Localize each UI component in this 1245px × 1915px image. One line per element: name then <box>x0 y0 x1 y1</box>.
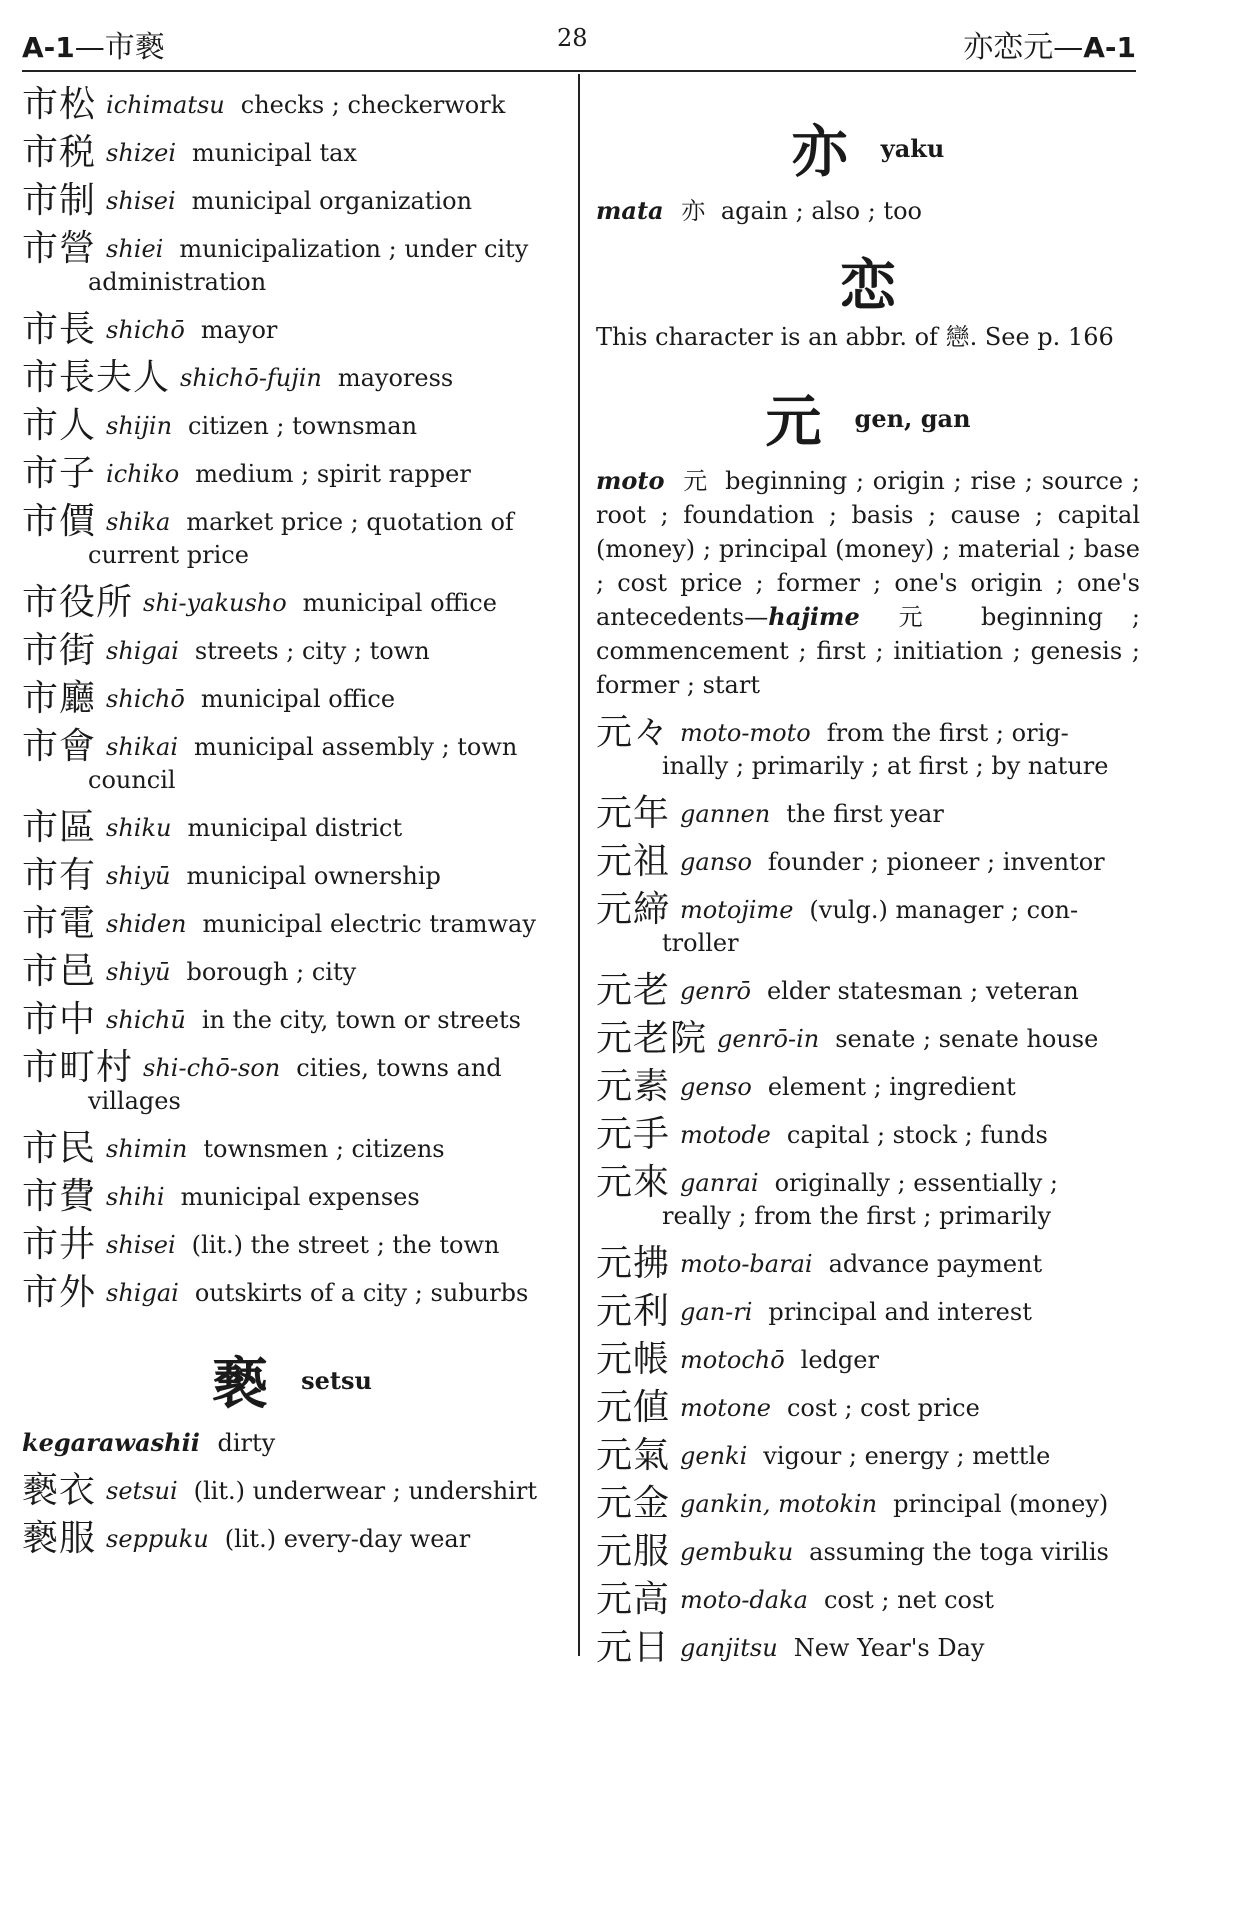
entry-kanji: 元々 <box>596 712 671 753</box>
entry-continuation: current price <box>88 541 249 569</box>
list-item <box>22 630 562 671</box>
entry-romaji: motochō <box>680 1346 785 1374</box>
list-item <box>22 228 562 299</box>
entry-romaji: shika <box>106 508 171 536</box>
entry-romaji: shigai <box>106 1279 179 1307</box>
list-item <box>22 180 562 221</box>
entry-romaji: shiyū <box>106 862 171 890</box>
entry-romaji: gembuku <box>680 1538 794 1566</box>
list-item <box>596 793 1140 834</box>
entry-definition: (lit.) underwear ; undershirt <box>193 1477 537 1505</box>
entry-kanji: 市外 <box>22 1272 97 1313</box>
right-column <box>596 108 1140 1679</box>
entry-kanji: 市制 <box>22 180 97 221</box>
list-item <box>22 1047 562 1118</box>
list-item <box>596 1435 1140 1476</box>
list-item <box>22 903 562 944</box>
entry-definition: municipal organization <box>191 187 473 215</box>
entry-kanji: 市中 <box>22 999 97 1040</box>
gen-char: 元 <box>765 389 822 455</box>
gen-heading <box>596 378 1140 455</box>
entry-kanji: 市費 <box>22 1176 97 1217</box>
entry-kanji: 市電 <box>22 903 97 944</box>
entry-definition: principal and interest <box>768 1298 1032 1326</box>
page-number: 28 <box>557 24 588 52</box>
entry-definition: (lit.) every-day wear <box>224 1525 471 1553</box>
entry-definition: (lit.) the street ; the town <box>191 1231 500 1259</box>
entry-kanji: 元拂 <box>596 1243 671 1284</box>
entry-definition: municipal ownership <box>186 862 441 890</box>
list-item <box>22 1470 562 1511</box>
entry-romaji: seppuku <box>106 1525 209 1553</box>
entry-definition: principal (money) <box>893 1490 1109 1518</box>
entry-definition: from the first ; orig- <box>826 719 1069 747</box>
entry-romaji: genso <box>680 1073 752 1101</box>
entry-definition: cost ; net cost <box>823 1586 994 1614</box>
entry-kanji: 市松 <box>22 84 97 125</box>
entry-definition: element ; ingredient <box>767 1073 1016 1101</box>
entry-kanji: 市人 <box>22 405 97 446</box>
left-column <box>22 84 562 1570</box>
entry-romaji: gannen <box>680 800 771 828</box>
entry-romaji: shichō-fujin <box>180 364 322 392</box>
entry-kanji: 元締 <box>596 889 671 930</box>
gen-def-text-2: beginning ; commencement ; first ; initiation ; genesis ; former ; start <box>596 603 1140 699</box>
entry-kanji: 市井 <box>22 1224 97 1265</box>
entry-romaji: genrō <box>680 977 751 1005</box>
entry-kanji: 元氣 <box>596 1435 671 1476</box>
entry-kanji: 元來 <box>596 1162 671 1203</box>
entry-romaji: shihi <box>106 1183 165 1211</box>
list-item <box>22 1128 562 1169</box>
entry-romaji: shiden <box>106 910 187 938</box>
entry-definition: townsmen ; citizens <box>203 1135 445 1163</box>
entry-definition: elder statesman ; veteran <box>766 977 1079 1005</box>
list-item <box>596 1483 1140 1524</box>
entry-definition: vigour ; energy ; mettle <box>763 1442 1051 1470</box>
entry-definition: municipal office <box>302 589 497 617</box>
list-item <box>596 712 1140 783</box>
yaku-def-text: again ; also ; too <box>720 197 922 225</box>
list-item <box>22 1518 562 1559</box>
entry-definition: capital ; stock ; funds <box>786 1121 1048 1149</box>
entry-definition: (vulg.) manager ; con- <box>809 896 1079 924</box>
entry-romaji: shigai <box>106 637 179 665</box>
entry-kanji: 市役所 <box>22 582 134 623</box>
entry-definition: assuming the toga virilis <box>809 1538 1109 1566</box>
yaku-definition <box>596 194 1140 228</box>
list-item <box>22 999 562 1040</box>
list-item <box>22 678 562 719</box>
gen-definition <box>596 464 1140 702</box>
list-item <box>22 405 562 446</box>
entry-romaji: shi-chō-son <box>143 1054 281 1082</box>
entry-kanji: 褻衣 <box>22 1470 97 1511</box>
entry-kanji: 元値 <box>596 1387 671 1428</box>
entry-romaji: moto-barai <box>680 1250 813 1278</box>
entry-kanji: 元祖 <box>596 841 671 882</box>
list-item <box>596 841 1140 882</box>
entry-romaji: shi-yakusho <box>143 589 287 617</box>
entry-romaji: genki <box>680 1442 748 1470</box>
header-right-code: A-1 <box>1083 31 1136 64</box>
entry-kanji: 元高 <box>596 1579 671 1620</box>
header-left-chars: —市褻 <box>74 30 165 65</box>
list-item <box>22 84 562 125</box>
entry-definition: streets ; city ; town <box>194 637 430 665</box>
entry-definition: municipal office <box>200 685 396 713</box>
gen-def-char-2: 元 <box>898 603 944 631</box>
entry-definition: medium ; spirit rapper <box>195 460 471 488</box>
left-entry-list <box>22 84 562 1313</box>
entry-continuation: really ; from the first ; primarily <box>662 1202 1052 1230</box>
header-left <box>22 22 165 66</box>
yaku-reading: yaku <box>880 133 945 163</box>
entry-romaji: ichiko <box>106 460 180 488</box>
setsu-entry-list <box>22 1470 562 1559</box>
gen-def-keyword: moto <box>596 466 665 495</box>
setsu-heading <box>22 1340 562 1417</box>
entry-kanji: 市民 <box>22 1128 97 1169</box>
gen-entry-list <box>596 712 1140 1668</box>
entry-kanji: 元金 <box>596 1483 671 1524</box>
entry-romaji: shizei <box>106 139 176 167</box>
list-item <box>22 726 562 797</box>
entry-definition: mayoress <box>337 364 454 392</box>
entry-romaji: ganjitsu <box>680 1634 778 1662</box>
header-right <box>963 22 1136 66</box>
entry-romaji: ichimatsu <box>106 91 225 119</box>
entry-kanji: 市長 <box>22 309 97 350</box>
entry-continuation: inally ; primarily ; at first ; by nature <box>662 752 1109 780</box>
entry-romaji: moto-daka <box>680 1586 808 1614</box>
entry-definition: outskirts of a city ; suburbs <box>194 1279 529 1307</box>
entry-definition: cost ; cost price <box>786 1394 980 1422</box>
entry-romaji: shiyū <box>106 958 171 986</box>
list-item <box>22 807 562 848</box>
entry-romaji: gankin, motokin <box>680 1490 878 1518</box>
header-left-code: A-1 <box>22 31 75 64</box>
list-item <box>596 970 1140 1011</box>
entry-romaji: ganso <box>680 848 752 876</box>
entry-kanji: 市街 <box>22 630 97 671</box>
list-item <box>596 1339 1140 1380</box>
list-item <box>22 132 562 173</box>
list-item <box>596 1018 1140 1059</box>
entry-kanji: 元手 <box>596 1114 671 1155</box>
entry-kanji: 褻服 <box>22 1518 97 1559</box>
entry-definition: municipal assembly ; town <box>194 733 518 761</box>
entry-kanji: 市會 <box>22 726 97 767</box>
entry-continuation: villages <box>88 1087 181 1115</box>
entry-definition: advance payment <box>828 1250 1043 1278</box>
entry-kanji: 市區 <box>22 807 97 848</box>
entry-romaji: shichū <box>106 1006 186 1034</box>
entry-kanji: 市邑 <box>22 951 97 992</box>
koi-heading <box>596 242 1140 319</box>
entry-romaji: shichō <box>106 685 185 713</box>
entry-kanji: 市町村 <box>22 1047 134 1088</box>
entry-definition: in the city, town or streets <box>201 1006 521 1034</box>
yaku-heading <box>596 108 1140 185</box>
entry-romaji: shisei <box>106 187 176 215</box>
koi-note: This character is an abbr. of 戀. See p. 166 <box>596 323 1114 351</box>
list-item <box>22 453 562 494</box>
entry-kanji: 市有 <box>22 855 97 896</box>
entry-definition: the first year <box>786 800 944 828</box>
entry-definition: municipal electric tramway <box>202 910 536 938</box>
list-item <box>22 309 562 350</box>
entry-definition: citizen ; townsman <box>188 412 418 440</box>
entry-kanji: 元帳 <box>596 1339 671 1380</box>
gen-def-text: beginning ; origin ; rise ; source ; root ; foundation ; basis ; cause ; capital (money) ; principal (money) ; material ; base ; cost price ; former ; one's origin ; one's antecedents— <box>596 467 1140 631</box>
entry-definition: originally ; essentially ; <box>774 1169 1059 1197</box>
entry-continuation: troller <box>662 929 739 957</box>
entry-romaji: shiku <box>106 814 172 842</box>
entry-romaji: shimin <box>106 1135 188 1163</box>
entry-definition: municipal expenses <box>180 1183 420 1211</box>
entry-kanji: 元日 <box>596 1627 671 1668</box>
header-rule <box>22 70 1136 72</box>
entry-kanji: 市廳 <box>22 678 97 719</box>
entry-romaji: shikai <box>106 733 178 761</box>
entry-definition: municipal tax <box>192 139 357 167</box>
entry-continuation: council <box>88 766 176 794</box>
entry-definition: senate ; senate house <box>835 1025 1099 1053</box>
koi-char: 恋 <box>840 253 896 319</box>
entry-romaji: setsui <box>106 1477 178 1505</box>
entry-definition: cities, towns and <box>296 1054 502 1082</box>
setsu-reading: setsu <box>301 1365 372 1395</box>
entry-romaji: motone <box>680 1394 771 1422</box>
yaku-def-char: 亦 <box>681 197 706 225</box>
column-divider <box>578 74 580 1656</box>
setsu-definition <box>22 1426 562 1460</box>
entry-kanji: 元服 <box>596 1531 671 1572</box>
entry-definition: New Year's Day <box>793 1634 985 1662</box>
list-item <box>596 1387 1140 1428</box>
entry-definition: borough ; city <box>186 958 357 986</box>
list-item <box>596 889 1140 960</box>
list-item <box>596 1114 1140 1155</box>
list-item <box>22 501 562 572</box>
entry-romaji: ganrai <box>680 1169 759 1197</box>
gen-def-char: 元 <box>683 467 709 495</box>
list-item <box>596 1579 1140 1620</box>
page-header <box>22 18 1136 68</box>
entry-romaji: motojime <box>680 896 794 924</box>
yaku-def-keyword: mata <box>596 196 664 225</box>
entry-kanji: 市營 <box>22 228 97 269</box>
entry-kanji: 市税 <box>22 132 97 173</box>
list-item <box>596 1243 1140 1284</box>
entry-kanji: 市長夫人 <box>22 357 171 398</box>
entry-romaji: shiei <box>106 235 164 263</box>
entry-kanji: 元素 <box>596 1066 671 1107</box>
entry-romaji: shichō <box>106 316 185 344</box>
setsu-def-text: dirty <box>217 1429 276 1457</box>
entry-kanji: 元利 <box>596 1291 671 1332</box>
entry-kanji: 元年 <box>596 793 671 834</box>
entry-kanji: 市價 <box>22 501 97 542</box>
entry-definition: municipal district <box>187 814 403 842</box>
list-item <box>22 582 562 623</box>
gen-def-keyword-2: hajime <box>768 602 860 631</box>
list-item <box>596 1291 1140 1332</box>
list-item <box>22 951 562 992</box>
entry-romaji: genrō-in <box>717 1025 820 1053</box>
list-item <box>596 1531 1140 1572</box>
setsu-char: 褻 <box>212 1351 269 1417</box>
list-item <box>22 357 562 398</box>
gen-reading: gen, gan <box>854 403 971 433</box>
entry-continuation: administration <box>88 268 267 296</box>
entry-kanji: 市子 <box>22 453 97 494</box>
entry-definition: checks ; checkerwork <box>240 91 506 119</box>
entry-romaji: gan-ri <box>680 1298 753 1326</box>
entry-romaji: motode <box>680 1121 771 1149</box>
entry-romaji: shijin <box>106 412 173 440</box>
entry-kanji: 元老 <box>596 970 671 1011</box>
entry-kanji: 元老院 <box>596 1018 708 1059</box>
entry-romaji: shisei <box>106 1231 176 1259</box>
entry-romaji: moto-moto <box>680 719 811 747</box>
entry-definition: mayor <box>200 316 278 344</box>
list-item <box>22 1176 562 1217</box>
entry-definition: ledger <box>800 1346 879 1374</box>
entry-definition: founder ; pioneer ; inventor <box>767 848 1105 876</box>
entry-definition: municipalization ; under city <box>179 235 529 263</box>
list-item <box>22 1224 562 1265</box>
header-right-chars: 亦恋元— <box>963 30 1084 65</box>
setsu-def-keyword: kegarawashii <box>22 1428 200 1457</box>
yaku-char: 亦 <box>791 119 848 185</box>
list-item <box>22 855 562 896</box>
list-item <box>596 1627 1140 1668</box>
list-item <box>596 1162 1140 1233</box>
list-item <box>596 1066 1140 1107</box>
entry-definition: market price ; quotation of <box>186 508 514 536</box>
list-item <box>22 1272 562 1313</box>
